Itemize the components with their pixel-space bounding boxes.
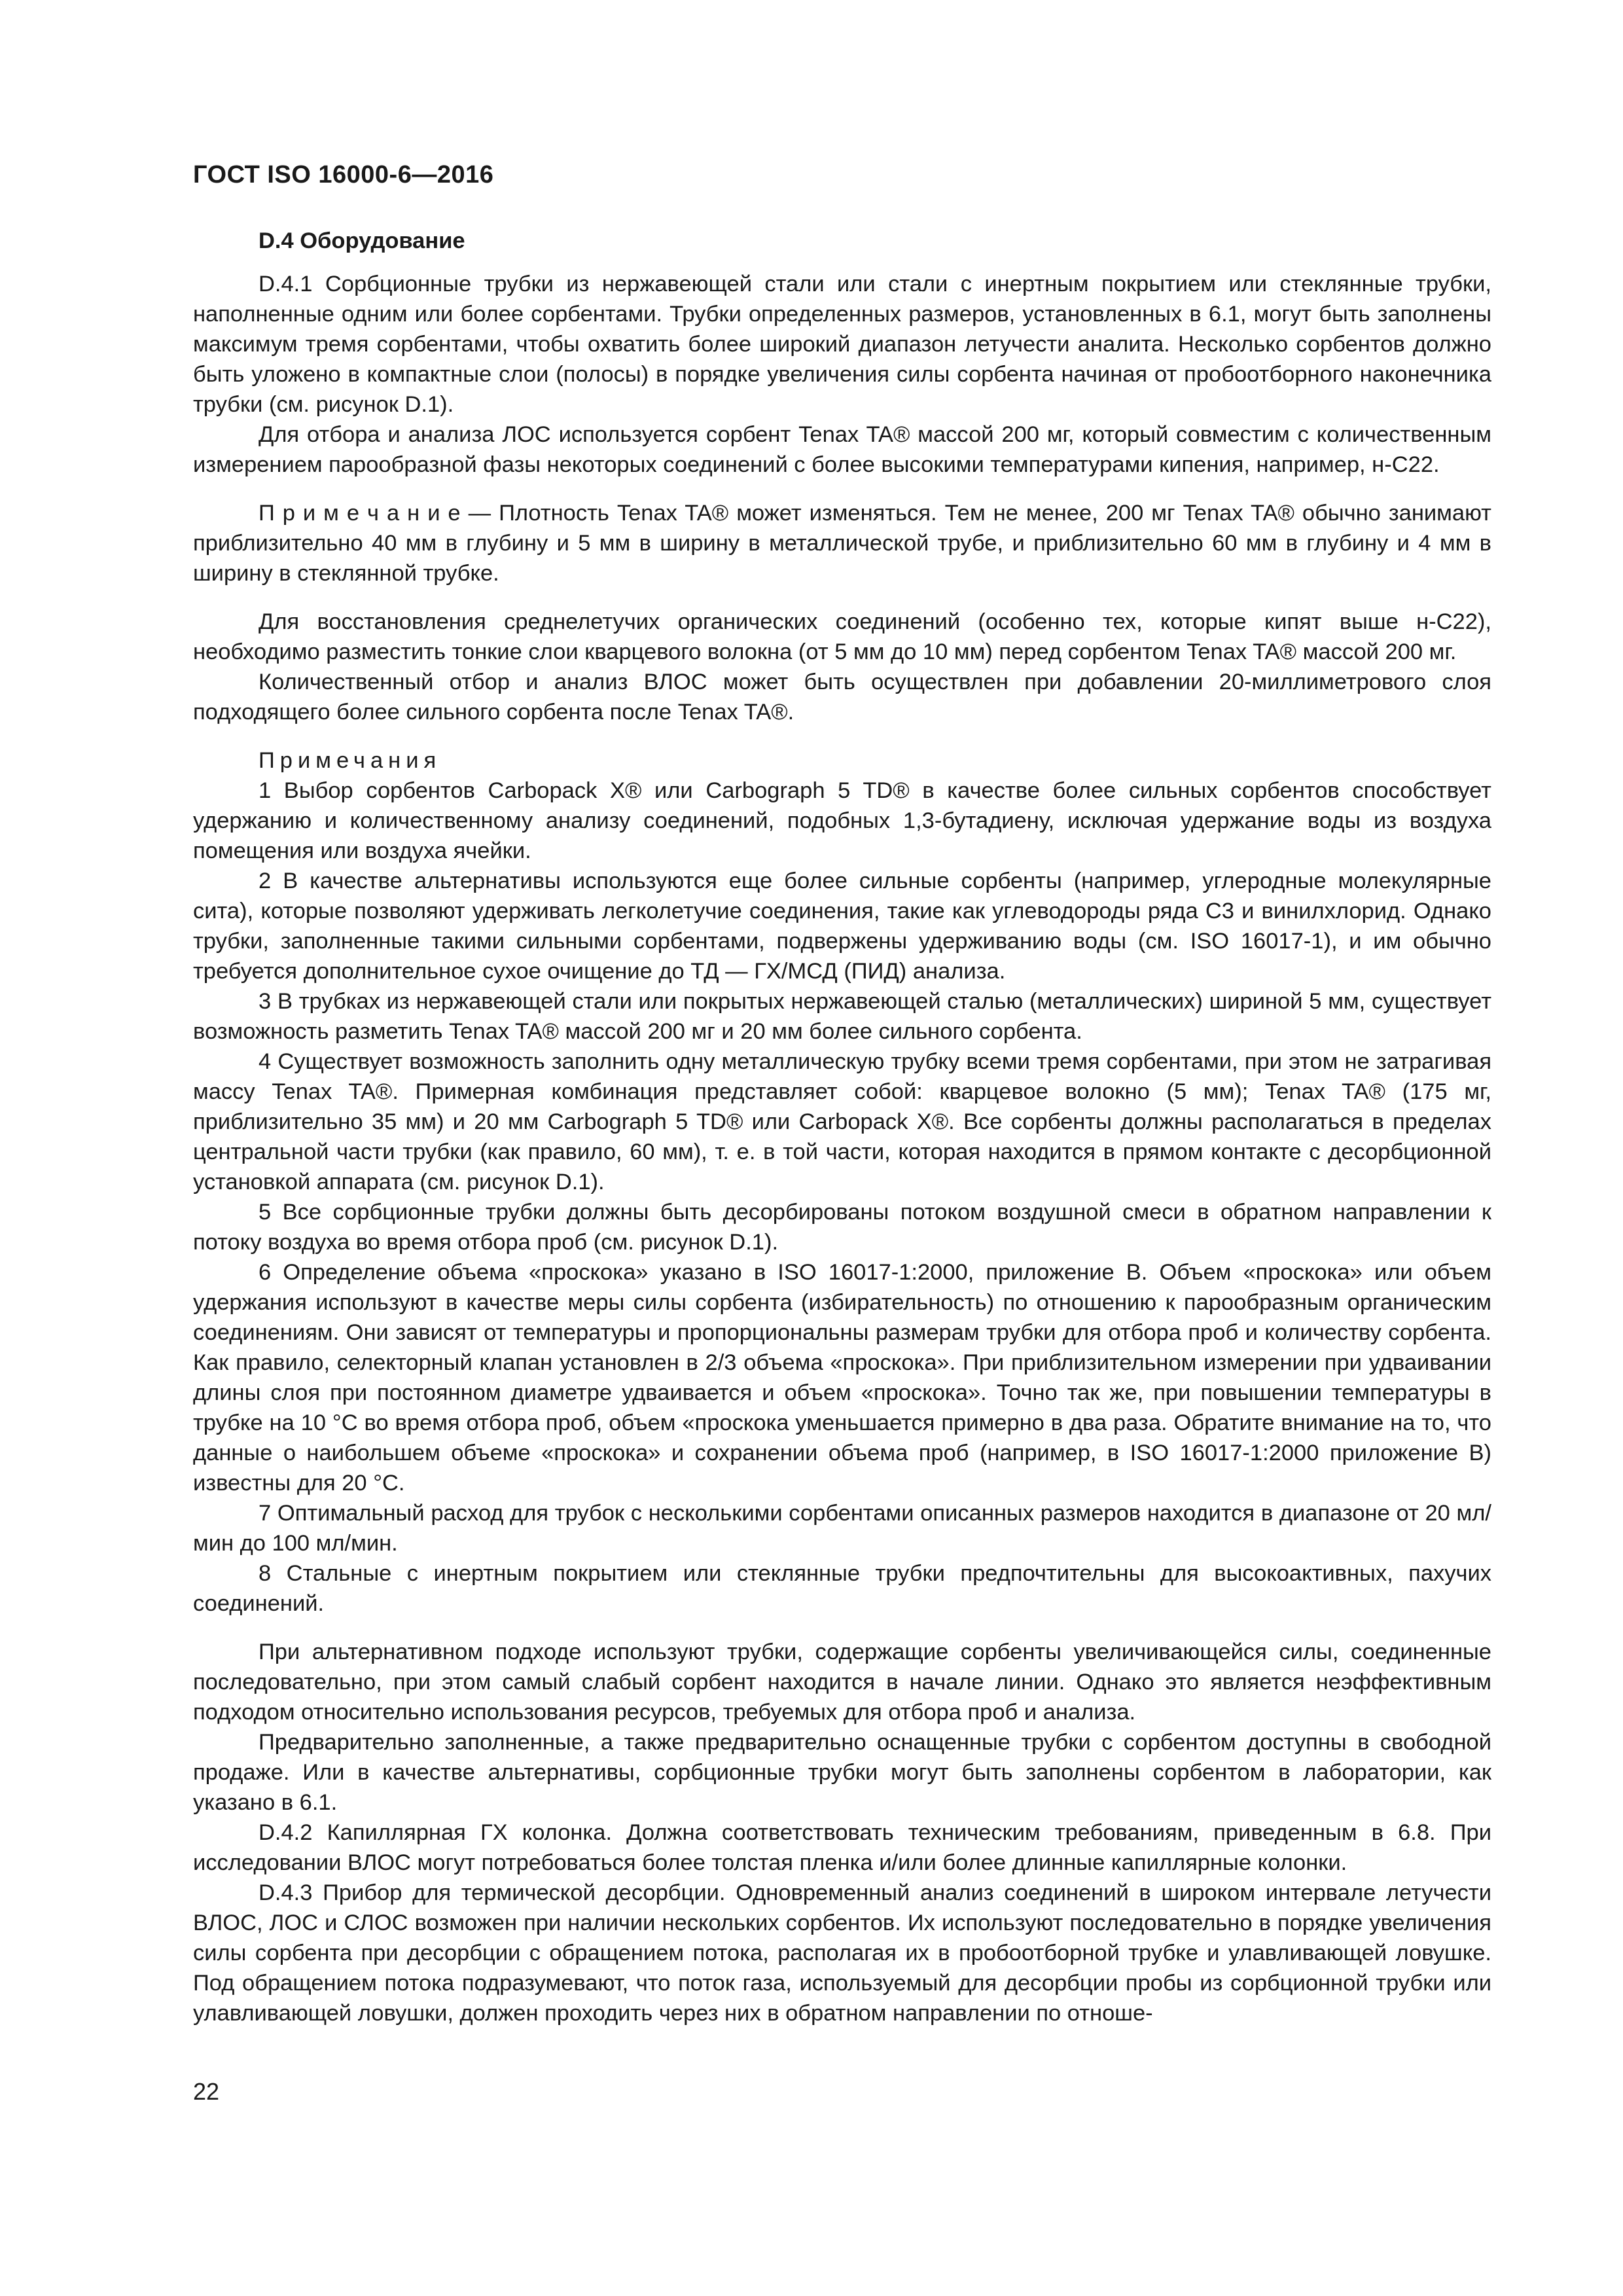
note-3: 3 В трубках из нержавеющей стали или покрытых нержавеющей сталью (металлических) шириной 5 мм, существует возможность разметить Tenax TA® массой 200 мг и 20 мм более сильного сорбента. — [193, 989, 1491, 1044]
page-number: 22 — [193, 2078, 220, 2105]
document-body — [193, 226, 1491, 2028]
paragraph-recovery: Для восстановления среднелетучих органических соединений (особенно тех, которые кипят выше н-C22), необходимо разместить тонкие слои кварцевого волокна (от 5 мм до 10 мм) перед сорбентом Tenax TA® массой 200 мг. — [193, 609, 1491, 664]
paragraph-note: П р и м е ч а н и е — Плотность Tenax TA® может изменяться. Тем не менее, 200 мг Tenax TA® обычно занимают приблизительно 40 мм в глубину и 5 мм в ширину в металлической трубе, и приблизительно 60 мм в глубину и 4 мм в ширину в стеклянной трубке. — [193, 501, 1491, 586]
note-1: 1 Выбор сорбентов Carbopack X® или Carbograph 5 TD® в качестве более сильных сорбентов способствует удержанию и количественному анализу соединений, подобных 1,3-бутадиену, исключая удержание воды из воздуха помещения или воздуха ячейки. — [193, 778, 1491, 863]
paragraph-alternative: При альтернативном подходе используют трубки, содержащие сорбенты увеличивающейся силы, соединенные последовательно, при этом самый слабый сорбент находится в начале линии. Однако это является неэффективным подходом относительно использования ресурсов, требуемых для отбора проб и анализа. — [193, 1640, 1491, 1725]
paragraph-d41: D.4.1 Сорбционные трубки из нержавеющей стали или стали с инертным покрытием или стеклянные трубки, наполненные одним или более сорбентами. Трубки определенных размеров, установленных в 6.1, могут быть заполнены максимум тремя сорбентами, чтобы охватить более широкий диапазон летучести аналита. Несколько сорбентов должно быть уложено в компактные слои (полосы) в порядке увеличения силы сорбента начиная от пробоотборного наконечника трубки (см. рисунок D.1). — [193, 272, 1491, 417]
note-6: 6 Определение объема «проскока» указано в ISO 16017-1:2000, приложение B. Объем «проскока» или объем удержания используют в качестве меры силы сорбента (избирательность) по отношению к парообразным органическим соединениям. Они зависят от температуры и пропорциональны размерам трубки для отбора проб и количеству сорбента. Как правило, селекторный клапан установлен в 2/3 объема «проскока». При приблизительном измерении при удваивании длины слоя при постоянном диаметре удваивается и объем «проскока». Точно так же, при повышении температуры в трубке на 10 °C во время отбора проб, объем «проскока уменьшается примерно в два раза. Обратите внимание на то, что данные о наибольшем объеме «проскока» и сохранении объема проб (например, в ISO 16017-1:2000 приложение B) известны для 20 °C. — [193, 1260, 1491, 1496]
section-heading: D.4 Оборудование — [259, 228, 465, 253]
note-7: 7 Оптимальный расход для трубок с несколькими сорбентами описанных размеров находится в диапазоне от 20 мл/мин до 100 мл/мин. — [193, 1501, 1491, 1556]
paragraph-d42: D.4.2 Капиллярная ГХ колонка. Должна соответствовать техническим требованиям, приведенным в 6.8. При исследовании ВЛОС могут потребоваться более толстая пленка и/или более длинные капиллярные колонки. — [193, 1820, 1491, 1875]
note-8: 8 Стальные с инертным покрытием или стеклянные трубки предпочтительны для высокоактивных, пахучих соединений. — [193, 1561, 1491, 1616]
note-4: 4 Существует возможность заполнить одну металлическую трубку всеми тремя сорбентами, при этом не затрагивая массу Tenax TA®. Примерная комбинация представляет собой: кварцевое волокно (5 мм); Tenax TA® (175 мг, приблизительно 35 мм) и 20 мм Carbograph 5 TD® или Carbopack X®. Все сорбенты должны располагаться в пределах центральной части трубки (как правило, 60 мм), т. е. в той части, которая находится в прямом контакте с десорбционной установкой аппарата (см. рисунок D.1). — [193, 1049, 1491, 1194]
paragraph-vloc: Количественный отбор и анализ ВЛОС может быть осуществлен при добавлении 20-миллиметрового слоя подходящего более сильного сорбента после Tenax TA®. — [193, 670, 1491, 725]
paragraph-prefilled: Предварительно заполненные, а также предварительно оснащенные трубки с сорбентом доступны в свободной продаже. Или в качестве альтернативы, сорбционные трубки могут быть заполнены сорбентом в лаборатории, как указано в 6.1. — [193, 1730, 1491, 1815]
notes-title: Примечания — [259, 748, 442, 773]
note-2: 2 В качестве альтернативы используются еще более сильные сорбенты (например, углеродные молекулярные сита), которые позволяют удерживать легколетучие соединения, такие как углеводороды ряда C3 и винилхлорид. Однако трубки, заполненные такими сильными сорбентами, подвержены удерживанию воды (см. ISO 16017-1), и им обычно требуется дополнительное сухое очищение до ТД — ГХ/МСД (ПИД) анализа. — [193, 869, 1491, 984]
note-5: 5 Все сорбционные трубки должны быть десорбированы потоком воздушной смеси в обратном направлении к потоку воздуха во время отбора проб (см. рисунок D.1). — [193, 1200, 1491, 1255]
paragraph-tenax: Для отбора и анализа ЛОС используется сорбент Tenax TA® массой 200 мг, который совместим с количественным измерением парообразной фазы некоторых соединений с более высокими температурами кипения, например, н-C22. — [193, 422, 1491, 477]
document-header: ГОСТ ISO 16000-6—2016 — [193, 161, 494, 188]
paragraph-d43: D.4.3 Прибор для термической десорбции. Одновременный анализ соединений в широком интервале летучести ВЛОС, ЛОС и СЛОС возможен при наличии нескольких сорбентов. Их используют последовательно в порядке увеличения силы сорбента при десорбции с обращением потока, располагая их в пробоотборной трубке и улавливающей ловушке. Под обращением потока подразумевают, что поток газа, используемый для десорбции пробы из сорбционной трубки или улавливающей ловушки, должен проходить через них в обратном направлении по отноше- — [193, 1880, 1491, 2026]
